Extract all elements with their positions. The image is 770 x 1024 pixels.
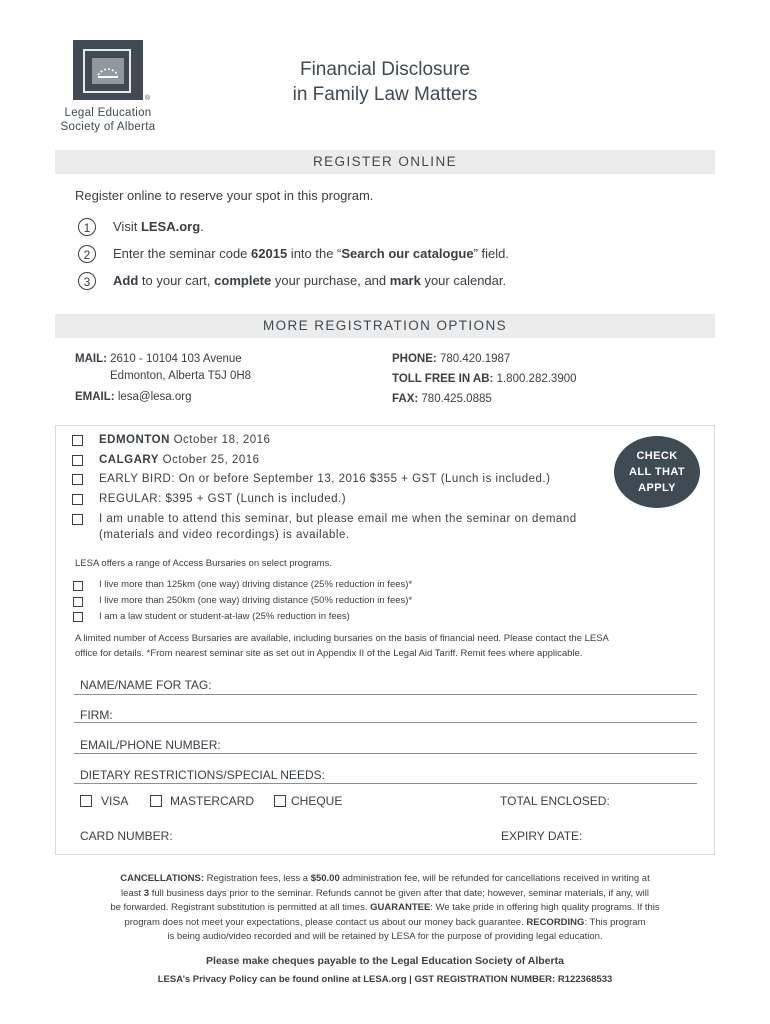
step-3-complete: complete bbox=[214, 273, 272, 288]
calgary-checkbox[interactable] bbox=[72, 455, 83, 466]
register-online-heading: REGISTER ONLINE bbox=[55, 150, 715, 174]
name-field[interactable] bbox=[74, 694, 697, 695]
step-2-post: ” field. bbox=[473, 246, 510, 261]
step-2-mid: into the “ bbox=[287, 246, 342, 261]
edmonton-date: October 18, 2016 bbox=[173, 434, 271, 446]
bursary-student-checkbox[interactable] bbox=[73, 612, 83, 622]
mail-line-1 bbox=[75, 353, 242, 365]
register-intro: Register online to reserve your spot in this program. bbox=[75, 188, 374, 203]
bursary-note-line-1: A limited number of Access Bursaries are available, including bursaries on the basis of financial need. Please contact the LESA bbox=[75, 633, 609, 644]
cheques-payable-note: Please make cheques payable to the Legal Education Society of Alberta bbox=[206, 955, 564, 967]
email-phone-field-label: EMAIL/PHONE NUMBER: bbox=[80, 738, 221, 752]
step-3-mark: mark bbox=[389, 273, 421, 288]
step-3-add: Add bbox=[113, 273, 139, 288]
step-1-text bbox=[113, 219, 204, 234]
regular-checkbox[interactable] bbox=[72, 494, 83, 505]
step-2-pre: Enter the seminar code bbox=[113, 246, 252, 261]
policy-line-2 bbox=[60, 887, 710, 902]
total-enclosed-field[interactable] bbox=[612, 810, 697, 811]
on-demand-checkbox[interactable] bbox=[72, 514, 83, 525]
mastercard-checkbox[interactable] bbox=[150, 795, 162, 807]
on-demand-line-1: I am unable to attend this seminar, but please email me when the seminar on demand bbox=[99, 513, 577, 525]
cheque-label: CHEQUE bbox=[291, 794, 343, 808]
step-1-post: . bbox=[200, 219, 204, 234]
card-number-field[interactable] bbox=[185, 844, 485, 845]
visa-label: VISA bbox=[101, 794, 129, 808]
step-number-1: 1 bbox=[78, 218, 96, 236]
bursary-125km-checkbox[interactable] bbox=[73, 581, 83, 591]
bursary-250km-checkbox[interactable] bbox=[73, 597, 83, 607]
policy-line-3 bbox=[60, 901, 710, 916]
expiry-date-label: EXPIRY DATE: bbox=[501, 829, 583, 843]
policy-line-2-a: least bbox=[121, 887, 144, 899]
visa-checkbox[interactable] bbox=[80, 795, 92, 807]
policy-line-5: is being audio/video recorded and will be retained by LESA for the purpose of providing legal education. bbox=[167, 931, 603, 942]
name-field-label: NAME/NAME FOR TAG: bbox=[80, 678, 212, 692]
registered-mark: ® bbox=[145, 95, 151, 102]
on-demand-line-2: (materials and video recordings) is available. bbox=[99, 529, 350, 541]
sunrise-icon bbox=[92, 58, 124, 84]
card-number-label: CARD NUMBER: bbox=[80, 829, 173, 843]
title-line-2: in Family Law Matters bbox=[292, 84, 478, 105]
lesa-link[interactable]: LESA.org bbox=[140, 219, 201, 234]
step-number-2: 2 bbox=[78, 245, 96, 263]
more-options-heading: MORE REGISTRATION OPTIONS bbox=[55, 314, 715, 338]
total-enclosed-label: TOTAL ENCLOSED: bbox=[500, 794, 610, 808]
policy-line-1 bbox=[60, 872, 710, 887]
mail-address-2: Edmonton, Alberta T5J 0H8 bbox=[110, 370, 252, 382]
cancellations-label: CANCELLATIONS: bbox=[120, 873, 205, 884]
logo-line-2: Society of Alberta bbox=[60, 121, 156, 133]
email-phone-field[interactable] bbox=[74, 753, 697, 754]
edmonton-option bbox=[99, 434, 270, 446]
privacy-gst-note: LESA’s Privacy Policy can be found online at LESA.org | GST REGISTRATION NUMBER: R122368533 bbox=[157, 974, 613, 985]
step-2-text bbox=[113, 246, 509, 261]
tollfree-number: 1.800.282.3900 bbox=[496, 373, 577, 385]
step-3-text bbox=[113, 273, 506, 288]
check-line-1: CHECK bbox=[636, 450, 678, 462]
policy-line-1-a: Registration fees, less a bbox=[204, 873, 311, 884]
email-line bbox=[75, 391, 192, 403]
policy-line-4-b: : This program bbox=[584, 916, 646, 928]
tollfree-label: TOLL FREE IN AB: bbox=[392, 373, 494, 385]
bursary-intro: LESA offers a range of Access Bursaries on select programs. bbox=[75, 558, 332, 569]
policy-line-4 bbox=[60, 916, 710, 931]
guarantee-label: GUARANTEE bbox=[370, 902, 431, 913]
firm-field-label: FIRM: bbox=[80, 708, 113, 722]
step-3-t3: your calendar. bbox=[420, 273, 507, 288]
policy-line-1-b: administration fee, will be refunded for cancellations received in writing at bbox=[339, 873, 650, 884]
step-number-3: 3 bbox=[78, 272, 96, 290]
early-bird-checkbox[interactable] bbox=[72, 474, 83, 485]
lesa-logo bbox=[73, 40, 143, 100]
title-line-1: Financial Disclosure bbox=[299, 59, 470, 80]
mail-address-1: 2610 - 10104 103 Avenue bbox=[110, 353, 242, 365]
mastercard-label: MASTERCARD bbox=[170, 794, 255, 808]
check-all-that-apply-badge bbox=[614, 436, 700, 508]
policy-line-3-a: be forwarded. Registrant substitution is permitted at all times. bbox=[110, 902, 371, 913]
cancellation-policy bbox=[60, 872, 710, 945]
regular-option: REGULAR: $395 + GST (Lunch is included.) bbox=[99, 493, 347, 505]
logo-emblem bbox=[92, 58, 124, 84]
email-label: EMAIL: bbox=[75, 391, 115, 403]
step-3-t1: to your cart, bbox=[138, 273, 215, 288]
policy-line-2-b: full business days prior to the seminar. Refunds cannot be given after that date; however, seminar materials, if any, will bbox=[149, 887, 649, 899]
early-bird-option: EARLY BIRD: On or before September 13, 2016 $355 + GST (Lunch is included.) bbox=[99, 473, 551, 485]
logo-wordmark bbox=[52, 106, 164, 134]
bursary-student-label: I am a law student or student-at-law (25% reduction in fees) bbox=[99, 611, 350, 622]
page-title bbox=[230, 57, 540, 107]
dietary-field-label: DIETARY RESTRICTIONS/SPECIAL NEEDS: bbox=[80, 768, 325, 782]
fax-label: FAX: bbox=[392, 393, 419, 405]
calgary-city: CALGARY bbox=[99, 454, 159, 466]
policy-line-4-a: program does not meet your expectations, please contact us about our money back guarantee. bbox=[124, 916, 527, 928]
step-3-t2: your purchase, and bbox=[271, 273, 390, 288]
phone-label: PHONE: bbox=[392, 353, 437, 365]
phone-number: 780.420.1987 bbox=[439, 353, 511, 365]
search-catalogue-text: Search our catalogue bbox=[341, 246, 474, 261]
cheque-checkbox[interactable] bbox=[274, 795, 286, 807]
check-line-2: ALL THAT bbox=[629, 466, 685, 478]
recording-label: RECORDING bbox=[526, 916, 585, 928]
dietary-field[interactable] bbox=[74, 783, 697, 784]
mail-label: MAIL: bbox=[75, 353, 107, 365]
check-line-3: APPLY bbox=[638, 482, 676, 494]
edmonton-city: EDMONTON bbox=[99, 434, 170, 446]
admin-fee: $50.00 bbox=[310, 873, 340, 884]
bursary-125km-label: I live more than 125km (one way) driving distance (25% reduction in fees)* bbox=[99, 579, 413, 590]
firm-field[interactable] bbox=[74, 722, 697, 723]
business-days: 3 bbox=[143, 887, 150, 899]
edmonton-checkbox[interactable] bbox=[72, 435, 83, 446]
tollfree-line bbox=[392, 373, 577, 385]
expiry-date-field[interactable] bbox=[590, 844, 697, 845]
policy-line-3-b: : We take pride in offering high quality programs. If this bbox=[430, 902, 660, 913]
calgary-date: October 25, 2016 bbox=[162, 454, 260, 466]
logo-line-1: Legal Education bbox=[64, 107, 152, 119]
step-1-pre: Visit bbox=[113, 219, 141, 234]
bursary-note-line-2: office for details. *From nearest seminar site as set out in Appendix II of the Legal Aid Tariff. Remit fees where applicable. bbox=[75, 648, 583, 659]
fax-line bbox=[392, 393, 492, 405]
bursary-250km-label: I live more than 250km (one way) driving distance (50% reduction in fees)* bbox=[99, 595, 413, 606]
seminar-code: 62015 bbox=[251, 246, 288, 261]
fax-number: 780.425.0885 bbox=[421, 393, 492, 405]
email-address[interactable]: lesa@lesa.org bbox=[117, 391, 192, 403]
phone-line bbox=[392, 353, 510, 365]
calgary-option bbox=[99, 454, 260, 466]
